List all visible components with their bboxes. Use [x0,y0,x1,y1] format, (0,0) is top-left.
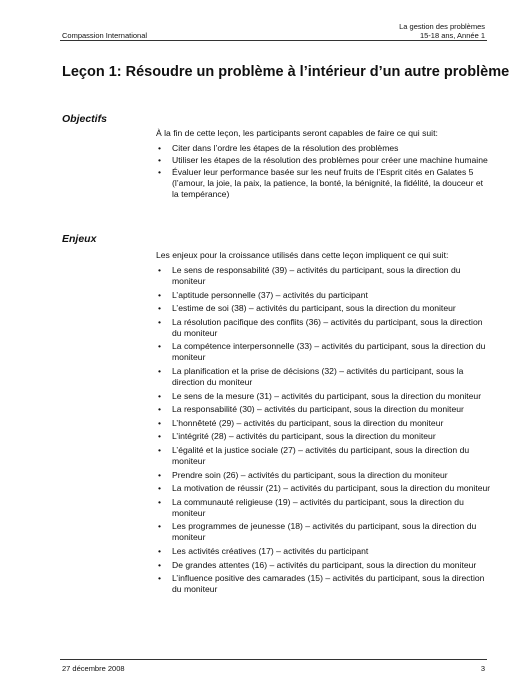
list-item-text: Les programmes de jeunesse (18) – activités du participant, sous la direction du moniteur [172,521,477,543]
bullet-icon: • [158,404,162,415]
header-divider [60,40,487,41]
bullet-icon: • [158,265,162,275]
list-item [156,317,491,339]
list-item [156,341,491,363]
list-item-text: L’égalité et la justice sociale (27) – activités du participant, sous la direction du moniteur [172,444,470,466]
list-item [156,431,491,442]
list-item [156,155,491,166]
list-item [156,391,491,402]
objectives-section [156,128,491,201]
lesson-title: Leçon 1: Résoudre un problème à l’intérieur d’un autre problème [62,64,510,80]
list-item [156,290,491,301]
list-item-text: L’aptitude personnelle (37) – activités du participant [172,289,368,300]
list-item [156,560,491,571]
bullet-icon: • [158,316,162,327]
bullet-icon: • [158,390,162,401]
header-organization: Compassion International [62,31,148,40]
bullet-icon: • [158,573,162,584]
list-item [156,521,491,543]
list-item [156,445,491,467]
issues-intro: Les enjeux pour la croissance utilisés dans cette leçon impliquent ce qui suit: [156,250,449,260]
list-item-text: Le sens de la mesure (31) – activités du participant, sous la direction du moniteur [172,390,482,401]
list-item-text: Évaluer leur performance basée sur les neuf fruits de l’Esprit cités en Galates 5 (l’amour, la joie, la paix, la patience, la bonté, la bénignité, la fidélité, la douceur et la tempérance) [172,167,483,199]
footer-date: 27 décembre 2008 [62,664,125,673]
issues-list [156,265,491,595]
bullet-icon: • [158,143,162,153]
list-item [156,143,491,154]
list-item [156,470,491,481]
list-item-text: De grandes attentes (16) – activités du participant, sous la direction du moniteur [172,559,477,570]
list-item [156,167,491,200]
list-item-text: La planification et la prise de décisions (32) – activités du participant, sous la direction du moniteur [172,365,464,387]
list-item [156,483,491,494]
footer-divider [60,659,487,660]
list-item [156,366,491,388]
list-item-text: L’estime de soi (38) – activités du participant, sous la direction du moniteur [172,303,456,314]
header-audience: 15-18 ans, Année 1 [419,31,485,40]
bullet-icon: • [158,155,162,165]
bullet-icon: • [158,483,162,494]
objectives-intro: À la fin de cette leçon, les participants seront capables de faire ce qui suit: [156,128,438,138]
bullet-icon: • [158,444,162,455]
list-item [156,303,491,314]
list-item [156,404,491,415]
issues-section [156,250,491,598]
list-item-text: La résolution pacifique des conflits (36) – activités du participant, sous la direction du moniteur [172,316,483,338]
bullet-icon: • [158,167,162,177]
list-item-text: Utiliser les étapes de la résolution des problèmes pour créer une machine humaine [172,155,488,165]
objectives-heading: Objectifs [62,113,107,125]
list-item-text: Prendre soin (26) – activités du participant, sous la direction du moniteur [172,469,448,480]
bullet-icon: • [158,365,162,376]
bullet-icon: • [158,545,162,556]
page-number: 3 [480,664,485,673]
list-item [156,497,491,519]
bullet-icon: • [158,469,162,480]
list-item-text: L’intégrité (28) – activités du participant, sous la direction du moniteur [172,431,436,442]
list-item-text: La motivation de réussir (21) – activités du participant, sous la direction du moniteur [172,483,491,494]
issues-heading: Enjeux [62,233,97,245]
list-item-text: L’influence positive des camarades (15) – activités du participant, sous la direction du moniteur [172,573,485,595]
list-item-text: La responsabilité (30) – activités du participant, sous la direction du moniteur [172,404,464,415]
bullet-icon: • [158,431,162,442]
bullet-icon: • [158,303,162,314]
bullet-icon: • [158,417,162,428]
bullet-icon: • [158,559,162,570]
bullet-icon: • [158,496,162,507]
list-item [156,418,491,429]
list-item-text: Les activités créatives (17) – activités du participant [172,545,369,556]
bullet-icon: • [158,521,162,532]
objectives-list [156,143,491,200]
list-item-text: L’honnêteté (29) – activités du participant, sous la direction du moniteur [172,417,444,428]
header-course-title: La gestion des problèmes [399,22,485,31]
list-item-text: La communauté religieuse (19) – activités du participant, sous la direction du moniteur [172,496,464,518]
list-item [156,573,491,595]
list-item-text: Le sens de responsabilité (39) – activités du participant, sous la direction du moniteur [172,265,461,286]
list-item-text: Citer dans l’ordre les étapes de la résolution des problèmes [172,143,399,153]
bullet-icon: • [158,289,162,300]
header-course-info [399,22,485,40]
list-item [156,265,491,287]
bullet-icon: • [158,341,162,352]
list-item-text: La compétence interpersonnelle (33) – activités du participant, sous la direction du moniteur [172,341,486,363]
list-item [156,546,491,557]
